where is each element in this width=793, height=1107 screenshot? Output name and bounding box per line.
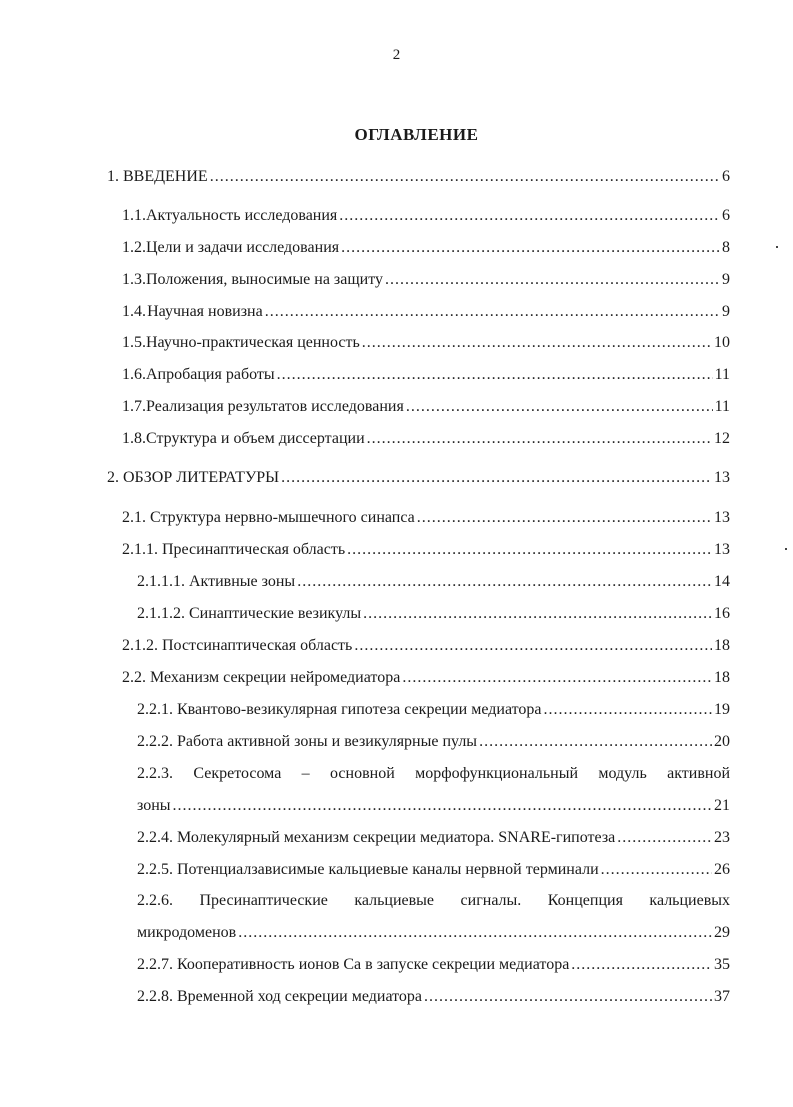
toc-entry bbox=[137, 860, 730, 880]
entry-page: 11 bbox=[714, 366, 730, 383]
toc-entry bbox=[137, 700, 730, 720]
dot-leader bbox=[297, 572, 712, 592]
entry-text: Структура и объем диссертации bbox=[146, 430, 365, 447]
scan-speck bbox=[785, 548, 787, 550]
toc-entry bbox=[137, 828, 730, 848]
toc-entry bbox=[122, 238, 730, 258]
entry-text: 2.2.4. Молекулярный механизм секреции медиатора. SNARE-гипотеза bbox=[137, 829, 616, 846]
toc-entry bbox=[122, 429, 730, 449]
entry-text: 1. ВВЕДЕНИЕ bbox=[107, 168, 208, 185]
entry-page: 16 bbox=[714, 605, 730, 622]
entry-text: 2.2.8. Временной ход секреции медиатора bbox=[137, 988, 423, 1005]
toc-entry bbox=[122, 668, 730, 688]
entry-text: 2.2. Механизм секреции нейромедиатора bbox=[122, 669, 401, 686]
entry-page: 11 bbox=[714, 398, 730, 415]
toc-entry bbox=[122, 270, 730, 290]
entry-page: 12 bbox=[714, 430, 730, 447]
toc-entry bbox=[122, 206, 730, 226]
toc-entry bbox=[137, 987, 730, 1007]
dot-leader bbox=[385, 270, 720, 290]
entry-text: 2.1.1.1. Активные зоны bbox=[137, 573, 296, 590]
entry-text: 2.1. Структура нервно-мышечного синапса bbox=[122, 509, 415, 526]
toc-entry-line1: 2.2.6. Пресинаптические кальциевые сигналы. Концепция кальциевых bbox=[137, 892, 730, 909]
dot-leader bbox=[362, 333, 712, 353]
dot-leader bbox=[347, 540, 712, 560]
dot-leader bbox=[281, 468, 712, 488]
entry-page: 18 bbox=[714, 669, 730, 686]
entry-page: 26 bbox=[714, 861, 730, 878]
dot-leader bbox=[424, 987, 712, 1007]
entry-text: 2.2.7. Кооперативность ионов Са в запуске секреции медиатора bbox=[137, 956, 570, 973]
entry-text-continued: зоны bbox=[137, 797, 171, 814]
dot-leader bbox=[617, 828, 712, 848]
entry-number: 1.2. bbox=[122, 239, 146, 256]
entry-text: 2. ОБЗОР ЛИТЕРАТУРЫ bbox=[107, 469, 280, 486]
dot-leader bbox=[367, 429, 712, 449]
entry-number: 1.7. bbox=[122, 398, 146, 415]
dot-leader bbox=[479, 732, 712, 752]
entry-page: 35 bbox=[714, 956, 730, 973]
entry-text: Реализация результатов исследования bbox=[146, 398, 404, 415]
toc-entry bbox=[122, 508, 730, 528]
entry-text: 2.2.5. Потенциалзависимые кальциевые каналы нервной терминали bbox=[137, 861, 599, 878]
entry-page: 13 bbox=[714, 509, 730, 526]
entry-text: 2.1.1. Пресинаптическая область bbox=[122, 541, 346, 558]
entry-page: 20 bbox=[714, 733, 730, 750]
toc-entry bbox=[122, 302, 730, 322]
toc-entry bbox=[107, 468, 730, 488]
entry-page: 8 bbox=[722, 239, 730, 256]
entry-text: Цели и задачи исследования bbox=[146, 239, 340, 256]
dot-leader bbox=[402, 668, 712, 688]
entry-page: 6 bbox=[722, 168, 730, 185]
dot-leader bbox=[406, 397, 713, 417]
toc-entry bbox=[122, 365, 730, 385]
entry-page: 10 bbox=[714, 334, 730, 351]
toc-entry bbox=[122, 636, 730, 656]
toc-entry bbox=[137, 796, 730, 816]
dot-leader bbox=[173, 796, 712, 816]
entry-number: 1.6. bbox=[122, 366, 146, 383]
entry-number: 1.1. bbox=[122, 207, 146, 224]
toc-entry bbox=[122, 540, 730, 560]
page-number: 2 bbox=[392, 47, 401, 63]
dot-leader bbox=[544, 700, 712, 720]
entry-text: Научно-практическая ценность bbox=[146, 334, 360, 351]
entry-text-continued: микродоменов bbox=[137, 924, 237, 941]
entry-page: 23 bbox=[714, 829, 730, 846]
dot-leader bbox=[210, 167, 720, 187]
toc-entry bbox=[122, 397, 730, 417]
toc-title: ОГЛАВЛЕНИЕ bbox=[354, 125, 479, 144]
dot-leader bbox=[601, 860, 712, 880]
dot-leader bbox=[571, 955, 712, 975]
entry-text: 2.1.1.2. Синаптические везикулы bbox=[137, 605, 362, 622]
entry-text: Научная новизна bbox=[147, 303, 263, 320]
toc-entry-line1: 2.2.3. Секретосома – основной морфофункциональный модуль активной bbox=[137, 765, 730, 782]
entry-number: 1.4. bbox=[122, 303, 146, 320]
entry-page: 9 bbox=[722, 271, 730, 288]
entry-page: 13 bbox=[714, 469, 730, 486]
toc-entry bbox=[137, 955, 730, 975]
entry-page: 21 bbox=[714, 797, 730, 814]
entry-text: 2.2.1. Квантово-везикулярная гипотеза секреции медиатора bbox=[137, 701, 542, 718]
entry-text: 2.2.2. Работа активной зоны и везикулярные пулы bbox=[137, 733, 478, 750]
entry-page: 19 bbox=[714, 701, 730, 718]
entry-text: Положения, выносимые на защиту bbox=[146, 271, 384, 288]
entry-text: Актуальность исследования bbox=[146, 207, 338, 224]
dot-leader bbox=[417, 508, 712, 528]
dot-leader bbox=[265, 302, 720, 322]
entry-number: 1.8. bbox=[122, 430, 146, 447]
entry-page: 13 bbox=[714, 541, 730, 558]
entry-page: 37 bbox=[714, 988, 730, 1005]
dot-leader bbox=[339, 206, 720, 226]
dot-leader bbox=[363, 604, 712, 624]
toc-entry bbox=[137, 604, 730, 624]
entry-page: 29 bbox=[714, 924, 730, 941]
entry-text: Апробация работы bbox=[146, 366, 275, 383]
toc-entry bbox=[107, 167, 730, 187]
entry-number: 1.5. bbox=[122, 334, 146, 351]
dot-leader bbox=[354, 636, 712, 656]
entry-page: 18 bbox=[714, 637, 730, 654]
dot-leader bbox=[341, 238, 720, 258]
toc-entry bbox=[122, 333, 730, 353]
scan-speck bbox=[776, 246, 778, 248]
entry-number: 1.3. bbox=[122, 271, 146, 288]
toc-entry bbox=[137, 923, 730, 943]
dot-leader bbox=[238, 923, 712, 943]
toc-entry bbox=[137, 732, 730, 752]
entry-text: 2.1.2. Постсинаптическая область bbox=[122, 637, 353, 654]
entry-page: 14 bbox=[714, 573, 730, 590]
toc-entry bbox=[137, 572, 730, 592]
entry-page: 6 bbox=[722, 207, 730, 224]
entry-page: 9 bbox=[722, 303, 730, 320]
dot-leader bbox=[277, 365, 713, 385]
